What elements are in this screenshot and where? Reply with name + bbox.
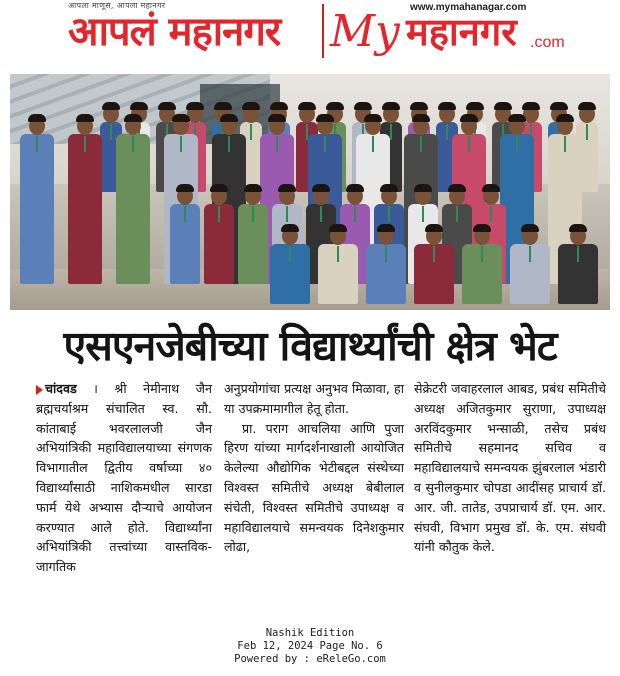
- date-page-label: Feb 12, 2024 Page No. 6: [237, 640, 383, 652]
- dotcom-logo: .com: [530, 34, 565, 51]
- masthead-url: www.mymahanagar.com: [410, 2, 527, 13]
- article-paragraph: अनुप्रयोगांचा प्रत्यक्ष अनुभव मिळावा, हा या उपक्रमामागील हेतू होता.: [224, 381, 404, 416]
- dateline-arrow-icon: [36, 385, 43, 395]
- masthead: [60, 0, 565, 62]
- article-body: [0, 379, 620, 619]
- article-column-2: [224, 379, 404, 557]
- masthead-divider: [322, 4, 324, 58]
- masthead-tagline: आपला माणूस, आपला महानगर: [68, 1, 166, 10]
- edition-label: Nashik Edition: [265, 627, 355, 639]
- aapla-mahanagar-logo: आपलं महानगर: [68, 9, 281, 55]
- headline: एसएनजेबीच्या विद्यार्थ्यांची क्षेत्र भेट: [63, 322, 557, 370]
- article-paragraph: सेक्रेटरी जवाहरलाल आबड, प्रबंध समितीचे अध्यक्ष अजितकुमार सुराणा, उपाध्यक्ष अरविंदकुमार भन्साळी, तसेच प्रबंध समितीचे सहमानद सचिव व महाविद्यालयाचे समन्वयक झुंबरलाल भंडारी व सुनीलकुमार चोपडा आदींसह प्राचार्य डॉ. आर. जी. तातेड, उपप्राचार्य डॉ. एम. आर. संघवी, विभाग प्रमुख डॉ. के. एम. संघवी यांनी कौतुक केले.: [414, 381, 606, 555]
- powered-by-label: Powered by : eReleGo.com: [234, 653, 386, 665]
- group-photo: [10, 74, 610, 310]
- article-paragraph: प्रा. पराग आचलिया आणि पुजा हिरण यांच्या मार्गदर्शनाखाली आयोजित केलेल्या औद्योगिक भेटीबद्दल संस्थेच्या विश्वस्त समितीचे अध्यक्ष बेबीलाल संचेती, विश्वस्त समितीचे उपाध्यक्ष व महाविद्यालयाचे समन्वयक दिनेशकुमार लोढा,: [224, 420, 404, 555]
- my-logo-script: My: [330, 6, 400, 57]
- page-footer: [0, 627, 620, 666]
- article-column-1: [36, 379, 212, 577]
- article-column-3: [414, 379, 606, 557]
- dateline: चांदवड: [45, 381, 77, 396]
- article-paragraph: । श्री नेमीनाथ जैन ब्रह्मचर्याश्रम संचालित स्व. सौ. कांताबाई भवरलालजी जैन अभियांत्रिकी महाविद्यालयाच्या संगणक विभागातील द्वितीय वर्षाच्या ४० विद्यार्थ्यांसाठी नाशिकमधील सारडा फार्म येथे अभ्यास दौऱ्याचे आयोजन करण्यात आले होते. विद्यार्थ्यांना अभियांत्रिकी तत्त्वांच्या वास्तविक-जागतिक: [36, 381, 212, 575]
- mahanagar-logo: महानगर: [406, 10, 517, 54]
